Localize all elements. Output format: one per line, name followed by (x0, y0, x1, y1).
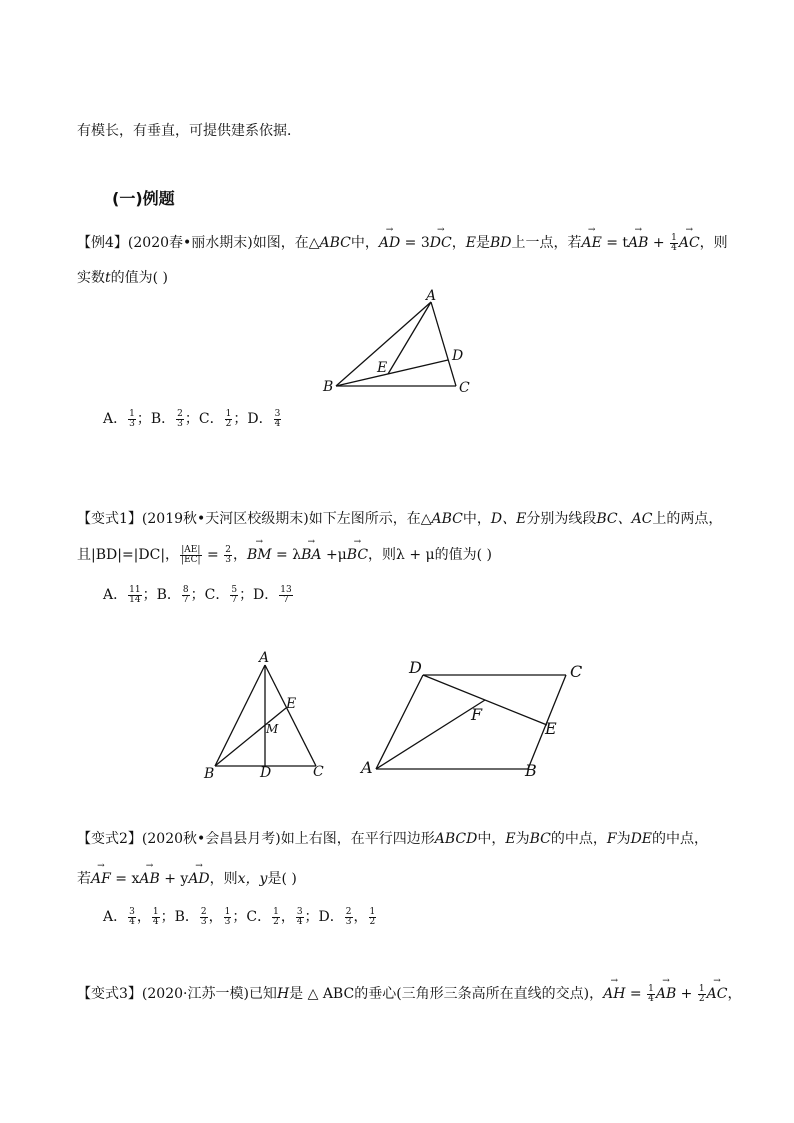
label-B: B (204, 766, 215, 782)
variant1-left-figure (200, 648, 340, 783)
variant2-options: A． $\frac{3}{4}$ ， $\frac{1}{4}$ ；B． $\frac{2}{3}$ ， $\frac{1}{3}$ ；C． $\frac{1}{2}$ ， $\frac{3}{4}$ ；D． $\frac{2}{3}$ ， $\frac{1}{2}$ (103, 906, 376, 927)
variant1-options: A． $\frac{11}{14}$ ；B． $\frac{8}{7}$ ；C． $\frac{5}{7}$ ；D． $\frac{13}{7}$ (103, 584, 292, 605)
variant2-line2: 若→ AF = x→ AB + y→ AD，则x，y是( ) (77, 868, 297, 888)
label-A: A (361, 758, 373, 777)
label-E: E (286, 696, 297, 712)
label-E: E (377, 360, 388, 376)
label-C: C (570, 662, 583, 681)
example4-options: A． $\frac{1}{3}$ ；B． $\frac{2}{3}$ ；C． $\frac{1}{2}$ ；D． $\frac{3}{4}$ (103, 408, 281, 429)
label-M: M (266, 722, 279, 736)
label-C: C (313, 764, 324, 780)
label-A: A (426, 288, 437, 304)
label-A: A (259, 650, 270, 666)
section-heading: (一)例题 (112, 189, 175, 208)
intro-text: 有模长，有垂直，可提供建系依据． (77, 123, 301, 139)
label-B: B (323, 379, 334, 395)
example4-line1: 【例4】(2020春•丽水期末)如图，在△ABC中，→ AD = 3→ DC，E是BD上一点，若→ AE = t→ AB + $\frac{1}{4}$ → AC，则 (77, 232, 728, 253)
label-D: D (409, 658, 422, 677)
label-C: C (459, 380, 470, 396)
label-E: E (545, 719, 557, 738)
label-D: D (452, 348, 464, 364)
variant2-line1: 【变式2】(2020秋•会昌县月考)如上右图，在平行四边形ABCD中，E为BC的中点，F为DE的中点， (77, 831, 709, 847)
example4-line2: 实数t的值为( ) (77, 270, 169, 286)
variant3-line1: 【变式3】(2020·江苏一模)已知H是 △ ABC的垂心(三角形三条高所在直线的交点)，→ AH = $\frac{1}{4}$ → AB + $\frac{1}{2}$ → AC， (77, 983, 741, 1004)
example-tag: 【例4】 (77, 235, 128, 251)
label-D: D (260, 765, 272, 781)
variant1-line2: 且|BD|=|DC|， $\frac{|AE|}{|EC|}$ = $\frac{2}{3}$ ，→ BM = λ→ BA +μ→ BC，则λ + μ的值为( ) (77, 544, 492, 565)
label-F: F (471, 705, 483, 724)
variant2-figure (355, 655, 590, 785)
example4-figure (318, 288, 478, 396)
label-B: B (525, 761, 537, 780)
variant1-line1: 【变式1】(2019秋•天河区校级期末)如下左图所示，在△ABC中，D、E分别为线段BC、AC上的两点， (77, 511, 723, 527)
